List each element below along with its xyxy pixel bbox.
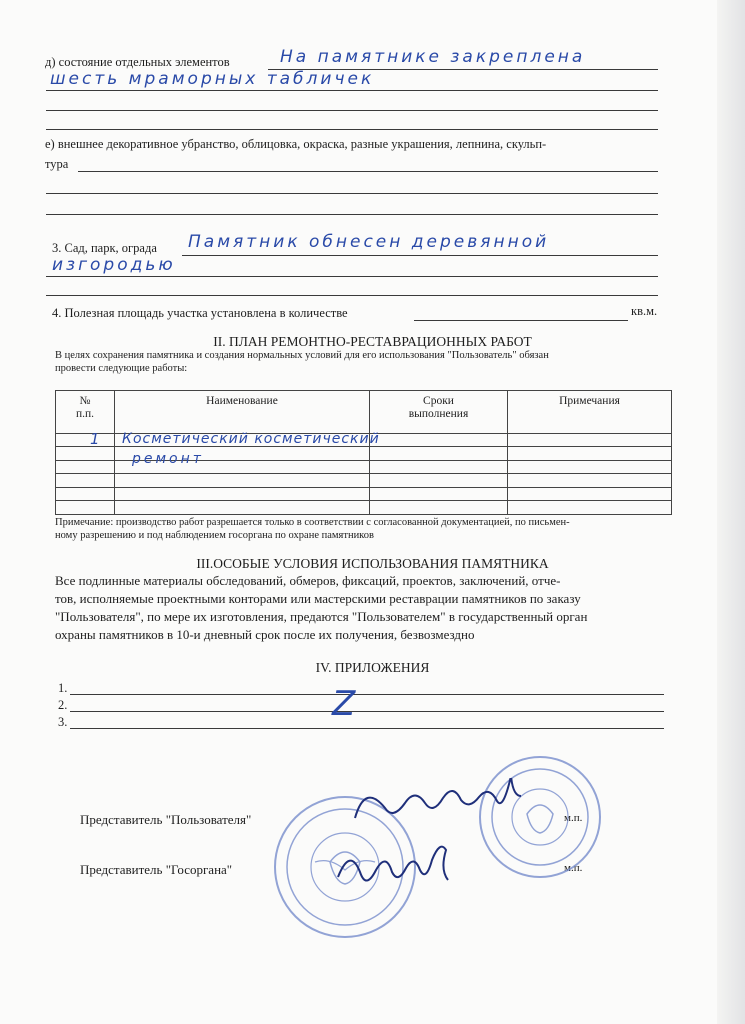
handwritten-d-1: На памятнике закреплена bbox=[280, 47, 586, 67]
line bbox=[46, 90, 658, 91]
appendix-3-number: 3. bbox=[58, 715, 68, 729]
line bbox=[46, 295, 658, 296]
section-3-line-1: Все подлинные материалы обследований, обмеров, фиксаций, проектов, заключений, отче- bbox=[55, 573, 561, 588]
section-4-title: IV. ПРИЛОЖЕНИЯ bbox=[315, 660, 430, 675]
line bbox=[46, 214, 658, 215]
item-3-label: 3. Сад, парк, ограда bbox=[52, 241, 157, 255]
handwritten-d-2: шесть мраморных табличек bbox=[50, 69, 375, 89]
section-2-note-2: ному разрешению и под наблюдением госоргана по охране памятников bbox=[55, 530, 374, 541]
stamp-place-2: м.п. bbox=[564, 862, 583, 874]
table-row bbox=[56, 474, 672, 488]
section-2-title: II. ПЛАН РЕМОНТНО-РЕСТАВРАЦИОННЫХ РАБОТ bbox=[213, 334, 532, 349]
section-e-label-2: тура bbox=[45, 157, 69, 171]
section-3-line-4: охраны памятников в 10-и дневный срок после их получения, безвозмездно bbox=[55, 627, 475, 642]
item-4-unit: кв.м. bbox=[631, 304, 658, 318]
appendix-1-number: 1. bbox=[58, 681, 68, 695]
line bbox=[46, 193, 658, 194]
col-num-header: № п.п. bbox=[56, 391, 115, 434]
table-row bbox=[56, 501, 672, 515]
gov-representative-label: Представитель "Госоргана" bbox=[80, 862, 233, 877]
section-3-line-2: тов, исполняемые проектными конторами или мастерскими реставрации памятников по заказу bbox=[55, 591, 581, 606]
line bbox=[78, 171, 658, 172]
appendix-2-number: 2. bbox=[58, 698, 68, 712]
section-d-label: д) состояние отдельных элементов bbox=[45, 55, 230, 69]
line bbox=[182, 255, 658, 256]
line bbox=[70, 728, 664, 729]
section-2-note-1: Примечание: производство работ разрешается только в соответствии с согласованной документацией, по письмен- bbox=[55, 517, 570, 528]
section-2-intro-2: провести следующие работы: bbox=[55, 363, 188, 374]
col-terms-header: Сроки выполнения bbox=[370, 391, 508, 434]
handwritten-3-1: Памятник обнесен деревянной bbox=[188, 232, 550, 252]
col-name-header: Наименование bbox=[115, 391, 370, 434]
handwritten-z-mark: Z bbox=[332, 684, 356, 724]
section-2-intro-1: В целях сохранения памятника и создания нормальных условий для его использования "Пользователь" обязан bbox=[55, 350, 549, 361]
signature-user bbox=[345, 778, 535, 838]
handwritten-3-2: изгородью bbox=[52, 255, 176, 275]
handwritten-row-name-2: ремонт bbox=[132, 451, 204, 467]
handwritten-row-name-1: Косметический косметический bbox=[122, 431, 380, 447]
stamp-place-1: м.п. bbox=[564, 812, 583, 824]
signature-gov bbox=[330, 842, 460, 897]
line bbox=[70, 694, 664, 695]
section-3-title: III.ОСОБЫЕ УСЛОВИЯ ИСПОЛЬЗОВАНИЯ ПАМЯТНИКА bbox=[196, 556, 549, 571]
line bbox=[46, 110, 658, 111]
section-3-line-3: "Пользователя", по мере их изготовления, предаются "Пользователем" в государственный орган bbox=[55, 609, 588, 624]
line bbox=[414, 320, 628, 321]
page-edge-shadow bbox=[717, 0, 745, 1024]
line bbox=[46, 129, 658, 130]
table-row bbox=[56, 487, 672, 501]
user-representative-label: Представитель "Пользователя" bbox=[80, 812, 252, 827]
item-4-label: 4. Полезная площадь участка установлена в количестве bbox=[52, 306, 348, 320]
col-notes-header: Примечания bbox=[508, 391, 672, 434]
line bbox=[70, 711, 664, 712]
handwritten-row-num: 1 bbox=[90, 430, 103, 448]
line bbox=[46, 276, 658, 277]
section-e-label-1: е) внешнее декоративное убранство, облицовка, окраска, разные украшения, лепнина, скульп- bbox=[45, 137, 547, 151]
